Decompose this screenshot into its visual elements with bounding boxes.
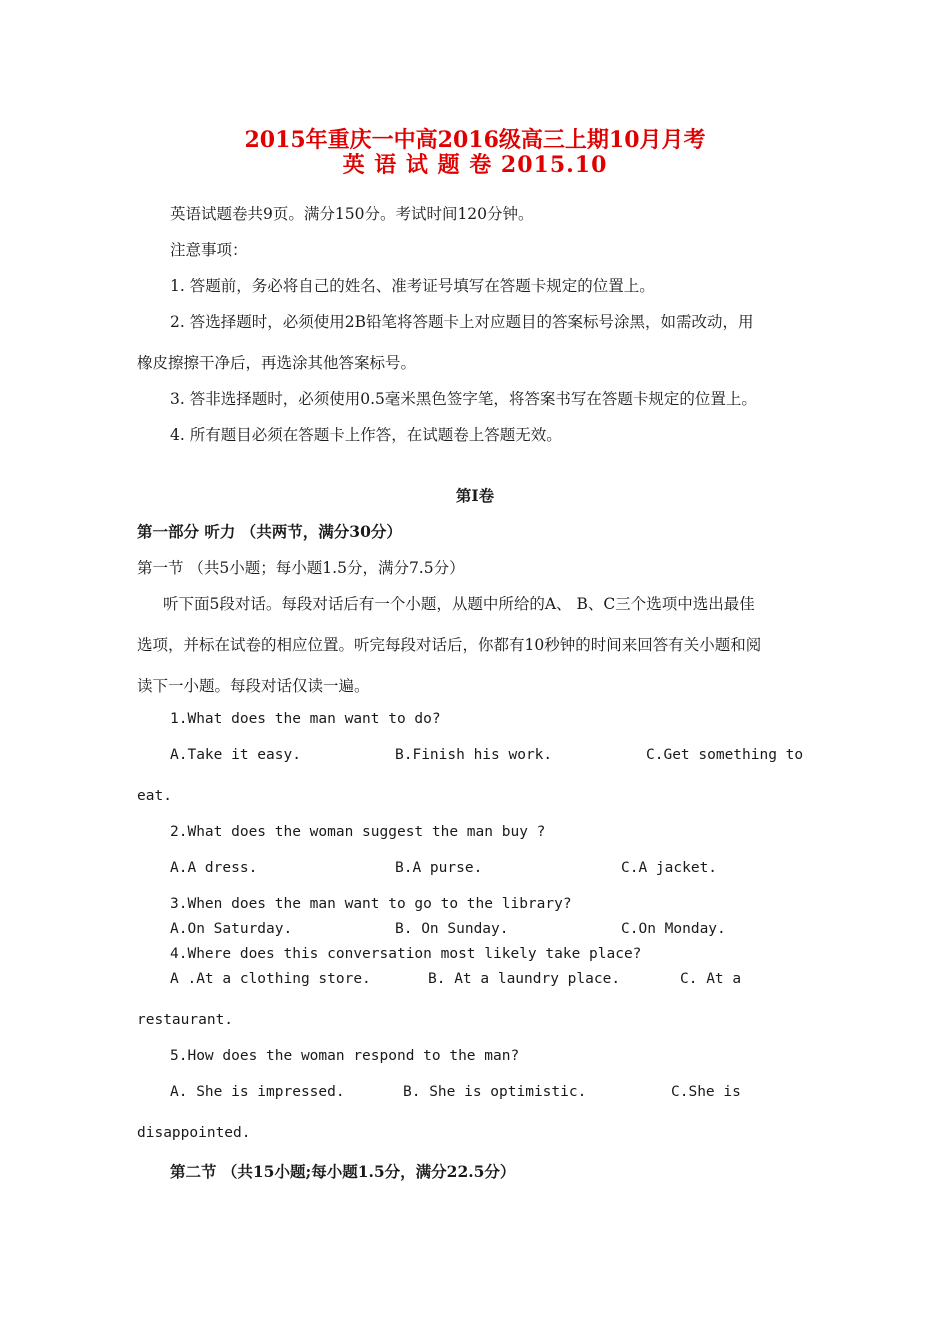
option-2c: C.A jacket. xyxy=(621,860,718,876)
option-1a: A.Take it easy. xyxy=(170,747,301,763)
option-5a: A. She is impressed. xyxy=(170,1084,345,1100)
option-4a: A .At a clothing store. xyxy=(170,971,371,987)
notice-item-4: 4. 所有题目必须在答题卡上作答，在试题卷上答题无效。 xyxy=(170,426,562,444)
question-1: 1.What does the man want to do? xyxy=(170,711,441,727)
section-heading: 第一节 （共5小题；每小题1.5分，满分7.5分） xyxy=(137,559,465,577)
intro-text: 英语试题卷共9页。满分150分。考试时间120分钟。 xyxy=(170,205,534,223)
instructions-cont: 选项，并标在试卷的相应位置。听完每段对话后，你都有10秒钟的时间来回答有关小题和阅 xyxy=(137,636,762,654)
option-3b: B. On Sunday. xyxy=(395,921,509,937)
notice-item-2: 2. 答选择题时，必须使用2B铅笔将答题卡上对应题目的答案标号涂黑，如需改动，用 xyxy=(170,313,754,331)
option-4c: C. At a xyxy=(680,971,742,987)
notice-item-1: 1. 答题前，务必将自己的姓名、准考证号填写在答题卡规定的位置上。 xyxy=(170,277,655,295)
question-5: 5.How does the woman respond to the man? xyxy=(170,1048,520,1064)
option-4b: B. At a laundry place. xyxy=(428,971,621,987)
part-heading: 第一部分 听力 （共两节，满分30分） xyxy=(137,522,402,541)
option-3c: C.On Monday. xyxy=(621,921,726,937)
question-3: 3.When does the man want to go to the library? xyxy=(170,896,572,912)
exam-title: 2015年重庆一中高2016级高三上期10月月考 xyxy=(244,127,706,153)
question-4: 4.Where does this conversation most likely take place? xyxy=(170,946,642,962)
option-1b: B.Finish his work. xyxy=(395,747,553,763)
option-5b: B. She is optimistic. xyxy=(403,1084,587,1100)
exam-subtitle: 英 语 试 题 卷 2015.10 xyxy=(342,152,608,178)
option-2b: B.A purse. xyxy=(395,860,483,876)
volume-heading: 第I卷 xyxy=(455,486,495,505)
option-5c: C.She is xyxy=(671,1084,741,1100)
notice-heading: 注意事项： xyxy=(170,241,248,259)
section-2-heading: 第二节 （共15小题;每小题1.5分，满分22.5分） xyxy=(170,1162,516,1181)
option-3a: A.On Saturday. xyxy=(170,921,293,937)
option-1c: C.Get something to xyxy=(646,747,804,763)
instructions-cont: 读下一小题。每段对话仅读一遍。 xyxy=(137,677,370,695)
question-2: 2.What does the woman suggest the man buy ? xyxy=(170,824,546,840)
notice-item-2-cont: 橡皮擦擦干净后，再选涂其他答案标号。 xyxy=(137,354,417,372)
option-5c-cont: disappointed. xyxy=(137,1125,251,1141)
instructions: 听下面5段对话。每段对话后有一个小题，从题中所给的A、 B、C三个选项中选出最佳 xyxy=(163,595,755,613)
notice-item-3: 3. 答非选择题时，必须使用0.5毫米黑色签字笔，将答案书写在答题卡规定的位置上。 xyxy=(170,390,757,408)
option-4c-cont: restaurant. xyxy=(137,1012,234,1028)
option-2a: A.A dress. xyxy=(170,860,258,876)
option-1c-cont: eat. xyxy=(137,788,172,804)
